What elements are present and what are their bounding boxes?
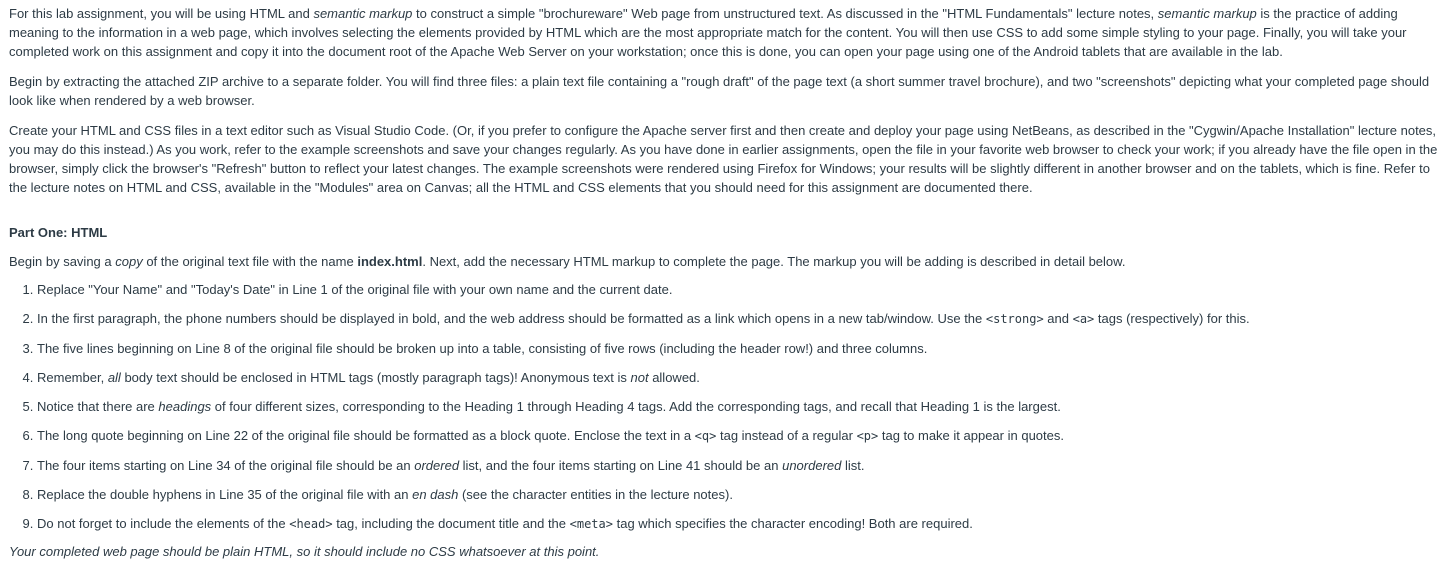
text-run: list, and the four items starting on Line 41 should be an: [459, 458, 783, 473]
text-run: body text should be enclosed in HTML tags (mostly paragraph tags)! Anonymous text is: [120, 370, 631, 385]
emphasis-text: semantic markup: [313, 6, 413, 21]
list-item: [37, 339, 1442, 358]
text-run: Create your HTML and CSS files in a text editor such as Visual Studio Code. (Or, if you prefer to configure the Apache server first and then create and deploy your page using NetBeans, as described in the "Cygwin/Apache Installation" lecture notes, you may do this instead.) As you work, refer to the example screenshots and save your changes regularly. As you have done in earlier assignments, open the file in your favorite web browser to check your work; if you already have the file open in the browser, simply click the browser's "Refresh" button to reflect your latest changes. The example screenshots were rendered using Firefox for Windows; your results will be slightly different in another browser and on the tablets, which is fine. Refer to the lecture notes on HTML and CSS, available in the "Modules" area on Canvas; all the HTML and CSS elements that you should need for this assignment are documented there.: [9, 123, 1438, 195]
text-run: Begin by saving a: [9, 254, 116, 269]
emphasis-text: unordered: [782, 458, 842, 473]
part-one-heading: Part One: HTML: [9, 225, 108, 240]
list-item: [37, 397, 1442, 416]
text-run: tag to make it appear in quotes.: [878, 428, 1064, 443]
text-run: tag which specifies the character encoding! Both are required.: [612, 516, 973, 531]
text-run: of four different sizes, corresponding to the Heading 1 through Heading 4 tags. Add the corresponding tags, and recall that Heading 1 is the largest.: [211, 399, 1061, 414]
list-item: [37, 280, 1442, 299]
instruction-list: [9, 280, 1442, 534]
text-run: tag, including the document title and the: [332, 516, 570, 531]
emphasis-text: not: [630, 370, 649, 385]
inline-code: <a>: [1072, 312, 1095, 326]
text-run: and: [1043, 311, 1073, 326]
emphasis-text: headings: [158, 399, 212, 414]
text-run: In the first paragraph, the phone numbers should be displayed in bold, and the web address should be formatted as a link which opens in a new tab/window. Use the: [37, 311, 986, 326]
list-item: [37, 514, 1442, 534]
list-item: [37, 368, 1442, 387]
text-run: The five lines beginning on Line 8 of the original file should be broken up into a table, consisting of five rows (including the header row!) and three columns.: [37, 341, 928, 356]
text-run: . Next, add the necessary HTML markup to complete the page. The markup you will be adding is described in detail below.: [422, 254, 1126, 269]
text-run: to construct a simple "brochureware" Web page from unstructured text. As discussed in the "HTML Fundamentals" lecture notes,: [412, 6, 1158, 21]
intro-paragraph-1: [9, 4, 1442, 61]
emphasis-text: ordered: [414, 458, 460, 473]
emphasis-text: all: [107, 370, 121, 385]
list-item: [37, 426, 1442, 446]
text-run: The long quote beginning on Line 22 of the original file should be formatted as a block quote. Enclose the text in a: [37, 428, 695, 443]
list-item: [37, 485, 1442, 504]
inline-code: <q>: [694, 429, 717, 443]
emphasis-text: copy: [115, 254, 143, 269]
text-run: allowed.: [648, 370, 700, 385]
text-run: (see the character entities in the lecture notes).: [458, 487, 733, 502]
text-run: Replace the double hyphens in Line 35 of the original file with an: [37, 487, 413, 502]
text-run: tags (respectively) for this.: [1094, 311, 1250, 326]
text-run: Remember,: [37, 370, 108, 385]
text-run: For this lab assignment, you will be using HTML and: [9, 6, 314, 21]
inline-code: <meta>: [569, 517, 613, 531]
text-run: of the original text file with the name: [142, 254, 358, 269]
inline-code: <strong>: [985, 312, 1044, 326]
text-run: Notice that there are: [37, 399, 159, 414]
inline-code: <head>: [289, 517, 333, 531]
text-run: tag instead of a regular: [716, 428, 857, 443]
text-run: Begin by extracting the attached ZIP archive to a separate folder. You will find three files: a plain text file containing a "rough draft" of the page text (a short summer travel brochure), and two "screenshots" depicting what your completed page should look like when rendered by a web browser.: [9, 74, 1430, 108]
text-run: Do not forget to include the elements of the: [37, 516, 290, 531]
intro-paragraph-2: [9, 72, 1442, 110]
inline-code: <p>: [856, 429, 879, 443]
text-run: Replace "Your Name" and "Today's Date" in Line 1 of the original file with your own name and the current date.: [37, 282, 673, 297]
list-item: [37, 456, 1442, 475]
text-run: list.: [841, 458, 865, 473]
emphasis-text: semantic markup: [1157, 6, 1257, 21]
intro-paragraph-3: [9, 121, 1442, 197]
text-run: The four items starting on Line 34 of the original file should be an: [37, 458, 415, 473]
emphasis-text: en dash: [412, 487, 459, 502]
final-note: Your completed web page should be plain HTML, so it should include no CSS whatsoever at this point.: [9, 544, 600, 559]
list-item: [37, 309, 1442, 329]
text-run: is the practice of adding meaning to the information in a web page, which involves selecting the elements provided by HTML which are the most appropriate match for the content. You will then use CSS to add some simple styling to your page. Finally, you will take your completed work on this assignment and copy it into the document root of the Apache Web Server on your workstation; once this is done, you can open your page using one of the Android tablets that are available in the lab.: [9, 6, 1407, 59]
part-one-intro: [9, 252, 1442, 271]
bold-text: index.html: [357, 254, 423, 269]
